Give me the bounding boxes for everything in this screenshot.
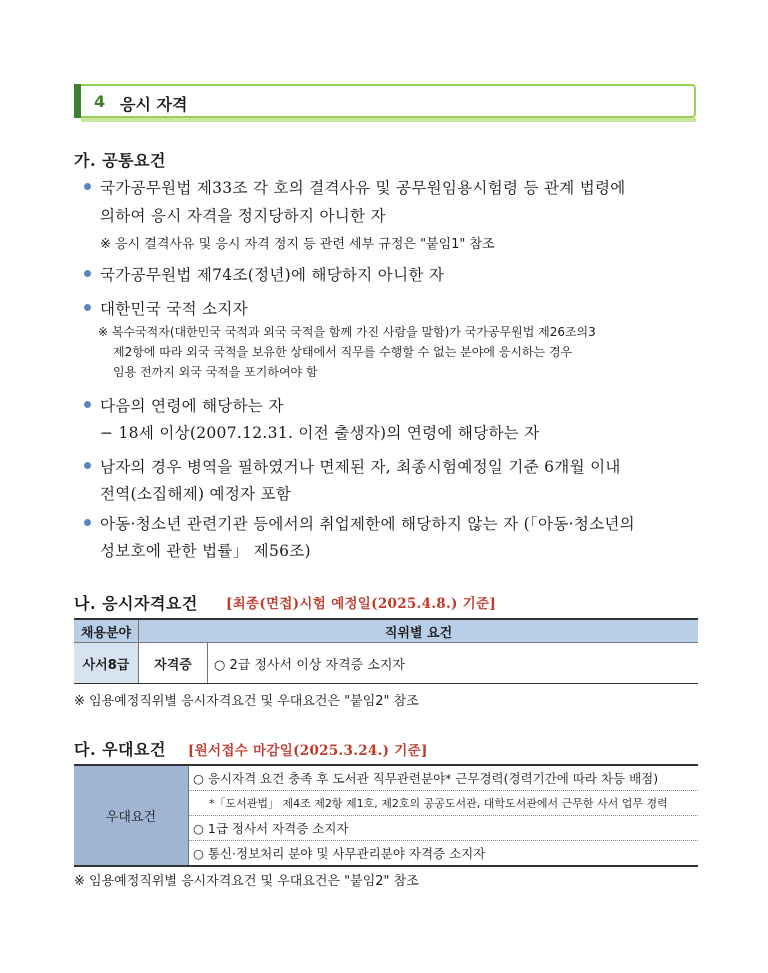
- bullet-icon: [84, 462, 91, 469]
- common-item-4-sub: − 18세 이상(2007.12.31. 이전 출생자)의 연령에 해당하는 자: [100, 424, 540, 442]
- table-cell-label: 자격증: [139, 643, 208, 684]
- preference-note: ※ 임용예정직위별 응시자격요건 및 우대요건은 "붙임2" 참조: [74, 874, 419, 889]
- preference-row-1: ○ 응시자격 요건 충족 후 도서관 직무관련분야* 근무경력(경력기간에 따라 차등 배점): [189, 765, 699, 791]
- common-item-5-line-2: 전역(소집해제) 예정자 포함: [100, 485, 292, 503]
- preference-row-2: ○ 1급 정사서 자격증 소지자: [189, 816, 699, 841]
- qualification-note: ※ 임용예정직위별 응시자격요건 및 우대요건은 "붙임2" 참조: [74, 694, 419, 709]
- section-title: 응시 자격: [120, 95, 188, 114]
- common-item-3-note-line-2: 제2항에 따라 외국 국적을 보유한 상태에서 직무를 수행할 수 없는 분야에 응시하는 경우: [113, 345, 573, 359]
- common-item-2: 국가공무원법 제74조(정년)에 해당하지 아니한 자: [100, 266, 445, 284]
- preference-basis: [원서접수 마감일(2025.3.24.) 기준]: [188, 743, 428, 759]
- preference-label: 우대요건: [74, 765, 189, 866]
- table-header-requirement: 직위별 요건: [139, 619, 699, 643]
- bullet-icon: [84, 270, 91, 277]
- common-item-3-note-line-3: 임용 전까지 외국 국적을 포기하여야 함: [113, 365, 318, 379]
- common-item-1-line-2: 의하여 응시 자격을 정지당하지 아니한 자: [100, 207, 386, 225]
- common-item-4: 다음의 연령에 해당하는 자: [100, 397, 284, 415]
- common-item-3: 대한민국 국적 소지자: [100, 300, 248, 318]
- common-heading: 가. 공통요건: [74, 151, 166, 170]
- common-item-1-note: ※ 응시 결격사유 및 응시 자격 정지 등 관련 세부 규정은 "붙임1" 참조: [100, 237, 495, 252]
- common-item-3-note-line-1: ※ 복수국적자(대한민국 국적과 외국 국적을 함께 가진 사람을 말함)가 국가공무원법 제26조의3: [98, 325, 596, 339]
- bullet-icon: [84, 304, 91, 311]
- qualification-heading: 나. 응시자격요건: [74, 594, 198, 613]
- section-underbar: [81, 118, 696, 122]
- section-number: 4: [94, 92, 106, 111]
- table-cell-value: ○ 2급 정사서 이상 자격증 소지자: [208, 643, 699, 684]
- preference-table: [74, 764, 698, 867]
- section-accent: [74, 84, 81, 118]
- common-item-6-line-2: 성보호에 관한 법률」 제56조): [100, 542, 311, 560]
- bullet-icon: [84, 401, 91, 408]
- common-item-1-line-1: 국가공무원법 제33조 각 호의 결격사유 및 공무원임용시험령 등 관계 법령에: [100, 179, 626, 197]
- common-item-5-line-1: 남자의 경우 병역을 필하였거나 면제된 자, 최종시험예정일 기준 6개월 이내: [100, 458, 621, 476]
- table-header-field: 채용분야: [74, 619, 139, 643]
- common-item-6-line-1: 아동·청소년 관련기관 등에서의 취업제한에 해당하지 않는 자 (「아동·청소년의: [100, 515, 635, 533]
- qualification-table: [74, 618, 698, 684]
- qualification-basis: [최종(면접)시험 예정일(2025.4.8.) 기준]: [226, 596, 497, 612]
- section-header: [74, 84, 696, 118]
- bullet-icon: [84, 183, 91, 190]
- preference-heading: 다. 우대요건: [74, 740, 166, 759]
- table-cell-field: 사서8급: [74, 643, 139, 684]
- bullet-icon: [84, 519, 91, 526]
- preference-row-3: ○ 통신·정보처리 분야 및 사무관리분야 자격증 소지자: [189, 841, 699, 867]
- preference-row-footnote: *「도서관법」 제4조 제2항 제1호, 제2호의 공공도서관, 대학도서관에서 근무한 사서 업무 경력: [189, 791, 699, 816]
